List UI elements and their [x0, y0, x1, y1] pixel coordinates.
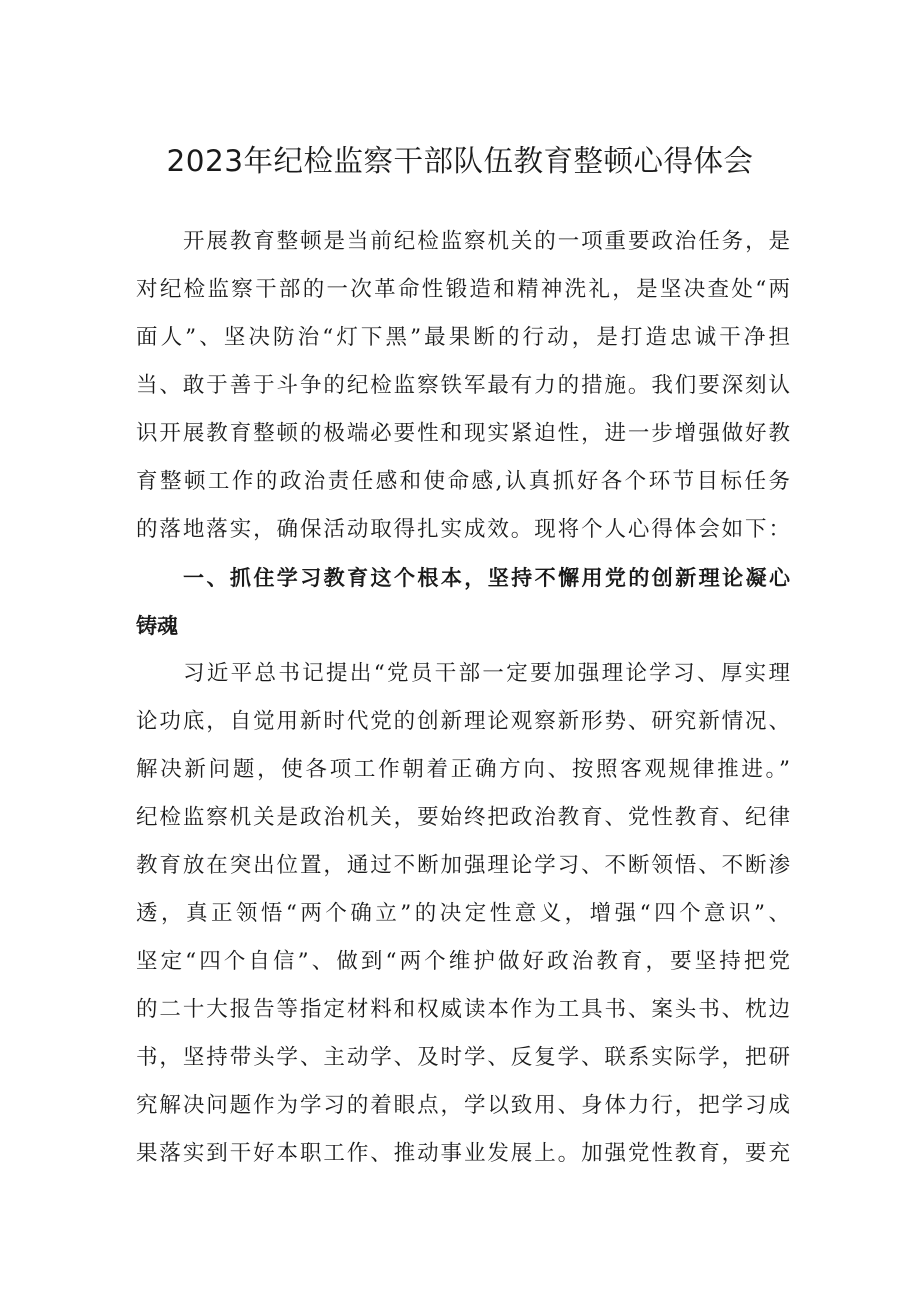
paragraph-2-line-11: 果落实到干好本职工作、推动事业发展上。加强党性教育，要充 [136, 1141, 790, 1166]
section-heading-line-2: 铸魂 [136, 614, 178, 638]
paragraph-1-line-3: 面人”、坚决防治“灯下黑”最果断的行动，是打造忠诚干净担 [136, 325, 790, 350]
paragraph-1-line-5: 识开展教育整顿的极端必要性和现实紧迫性，进一步增强做好教 [136, 421, 790, 446]
paragraph-1-line-4: 当、敢于善于斗争的纪检监察铁军最有力的措施。我们要深刻认 [136, 373, 790, 398]
paragraph-2-line-1: 习近平总书记提出“党员干部一定要加强理论学习、厚实理 [183, 661, 790, 686]
paragraph-2-line-9: 书，坚持带头学、主动学、及时学、反复学、联系实际学，把研 [136, 1045, 790, 1070]
paragraph-2-line-5: 教育放在突出位置，通过不断加强理论学习、不断领悟、不断渗 [136, 853, 790, 878]
paragraph-2-line-7: 坚定“四个自信”、做到“两个维护做好政治教育，要坚持把党 [136, 949, 790, 974]
paragraph-2-line-8: 的二十大报告等指定材料和权威读本作为工具书、案头书、枕边 [136, 997, 790, 1022]
paragraph-2-line-6: 透，真正领悟“两个确立”的决定性意义，增强“四个意识”、 [136, 901, 790, 926]
paragraph-1-line-6: 育整顿工作的政治责任感和使命感,认真抓好各个环节目标任务 [136, 469, 790, 494]
paragraph-1-line-7: 的落地落实，确保活动取得扎实成效。现将个人心得体会如下： [136, 517, 790, 542]
document-title: 2023年纪检监察干部队伍教育整顿心得体会 [166, 144, 754, 178]
paragraph-1-line-2: 对纪检监察干部的一次革命性锻造和精神洗礼，是坚决查处“两 [136, 277, 790, 302]
paragraph-2-line-2: 论功底，自觉用新时代党的创新理论观察新形势、研究新情况、 [136, 709, 790, 734]
paragraph-2-line-4: 纪检监察机关是政治机关，要始终把政治教育、党性教育、纪律 [136, 805, 790, 830]
paragraph-2-line-10: 究解决问题作为学习的着眼点，学以致用、身体力行，把学习成 [136, 1093, 790, 1118]
paragraph-1-line-1: 开展教育整顿是当前纪检监察机关的一项重要政治任务，是 [183, 229, 790, 254]
section-heading-line-1: 一、抓住学习教育这个根本，坚持不懈用党的创新理论凝心 [183, 566, 790, 590]
paragraph-2-line-3: 解决新问题，使各项工作朝着正确方向、按照客观规律推进。” [136, 757, 790, 782]
